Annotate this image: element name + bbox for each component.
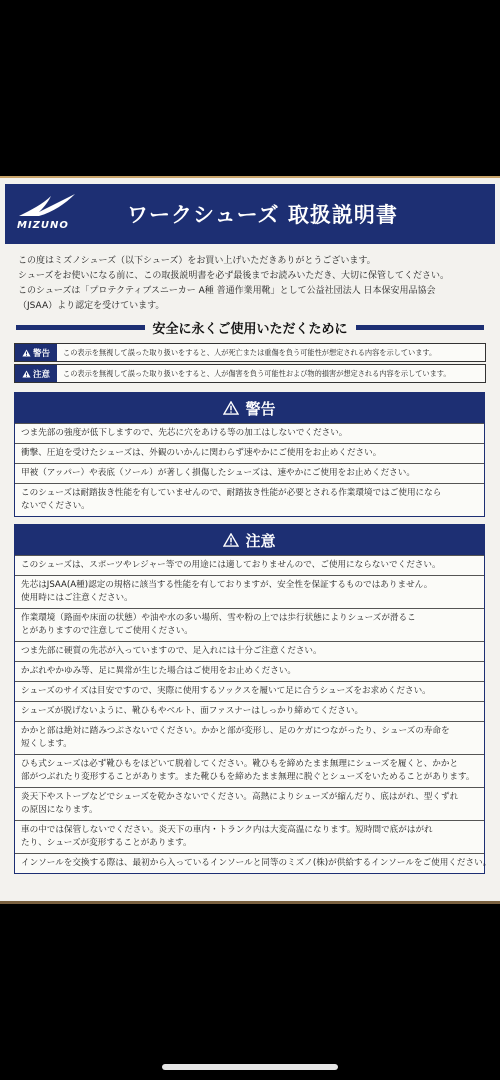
legend-row-warning xyxy=(14,343,486,362)
panel-item-line: つま先部に硬質の先芯が入っていますので、足入れには十分ご注意ください。 xyxy=(21,646,322,656)
panel-item xyxy=(15,754,484,787)
panel-item xyxy=(15,483,484,516)
caution-triangle-icon xyxy=(22,370,31,378)
section-heading-text: 安全に永くご使用いただくために xyxy=(152,321,348,337)
panel-item-line: シューズのサイズは目安ですので、実際に使用するソックスを履いて足に合うシューズをお求めください。 xyxy=(21,686,431,696)
panel-item-line: 先芯はJSAA(A種)認定の規格に該当する性能を有しておりますが、安全性を保証するものではありません。 xyxy=(21,580,433,590)
caution-panel xyxy=(14,524,492,874)
panel-item-line: 甲被（アッパー）や表底（ソール）が著しく損傷したシューズは、速やかにご使用をお止めください。 xyxy=(21,468,415,478)
warning-heading: 警告 xyxy=(245,399,276,418)
legend-tag-label: 警告 xyxy=(32,348,50,359)
warning-panel xyxy=(14,392,485,517)
warning-list xyxy=(15,423,484,516)
panel-item xyxy=(15,721,484,754)
panel-item xyxy=(15,608,484,641)
panel-item xyxy=(15,555,484,575)
panel-item-line: 部がつぶれたり変形することがあります。また靴ひもを締めたまま無理に脱ぐとシューズをいためることがあります。 xyxy=(21,772,475,782)
legend-description: この表示を無視して誤った取り扱いをすると、人が死亡または重傷を負う可能性が想定される内容を示しています。 xyxy=(63,347,437,357)
panel-item xyxy=(15,661,484,681)
heading-rule xyxy=(16,325,145,330)
legend-tag xyxy=(15,365,57,382)
panel-item-line: たり、シューズが変形することがあります。 xyxy=(21,838,192,848)
legend-tag xyxy=(15,344,57,361)
panel-item-line: ひも式シューズは必ず靴ひもをほどいて脱着してください。靴ひもを締めたまま無理にシューズを履くと、かかと xyxy=(21,759,459,769)
intro-line: このシューズは「プロテクティブスニーカー A種 普通作業用靴」として公益社団法人 日本保安用品協会 xyxy=(18,286,436,296)
panel-item-line: とがありますので注意してご使用ください。 xyxy=(21,626,193,636)
panel-item-line: 炎天下やストーブなどでシューズを乾かさないでください。高熱によりシューズが縮んだり、底はがれ、型くずれ xyxy=(21,792,459,802)
panel-item-line: かぶれやかゆみ等、足に異常が生じた場合はご使用をお止めください。 xyxy=(21,666,297,676)
panel-item-line: 衝撃、圧迫を受けたシューズは、外観のいかんに関わらず速やかにご使用をお止めください。 xyxy=(21,448,382,458)
panel-item-line: の原因になります。 xyxy=(21,805,98,815)
panel-item-line: 短くします。 xyxy=(21,739,72,749)
panel-item-line: このシューズは耐踏抜き性能を有していませんので、耐踏抜き性能が必要とされる作業環境ではご使用になら xyxy=(21,488,442,498)
warning-triangle-icon xyxy=(223,401,239,415)
header-band xyxy=(5,184,495,244)
caution-panel-header xyxy=(15,525,484,555)
panel-item-line: ないでください。 xyxy=(21,501,90,511)
symbol-legend xyxy=(14,343,486,385)
home-indicator[interactable] xyxy=(162,1064,338,1070)
panel-item-line: かかと部は絶対に踏みつぶさないでください。かかと部が変形し、足のケガにつながったり、シューズの寿命を xyxy=(21,726,450,736)
caution-triangle-icon xyxy=(223,533,239,547)
runbird-icon xyxy=(17,192,79,220)
warning-triangle-icon xyxy=(22,349,31,357)
legend-description: この表示を無視して誤った取り扱いをすると、人が傷害を負う可能性および物的損害が想定される内容を示しています。 xyxy=(63,368,451,378)
panel-item-line: インソールを交換する際は、最初から入っているインソールと同等のミズノ(株)が供給するインソールをご使用ください。 xyxy=(21,858,492,868)
caution-list xyxy=(15,555,492,873)
panel-item xyxy=(15,575,484,608)
legend-tag-label: 注意 xyxy=(32,369,50,380)
panel-item xyxy=(15,641,484,661)
legend-row-caution xyxy=(14,364,486,383)
section-heading xyxy=(16,318,484,336)
panel-item xyxy=(15,463,484,483)
mizuno-logo xyxy=(11,184,91,244)
intro-line: この度はミズノシューズ（以下シューズ）をお買い上げいただきありがとうございます。 xyxy=(18,256,376,266)
document-title: ワークシューズ 取扱説明書 xyxy=(127,203,398,227)
panel-item xyxy=(15,681,484,701)
instruction-sheet xyxy=(0,176,500,904)
panel-item-line: このシューズは、スポーツやレジャー等での用途には適しておりませんので、ご使用にならないでください。 xyxy=(21,560,441,570)
panel-item-line: 使用時にはご注意ください。 xyxy=(21,593,133,603)
panel-item-line: 作業環境（路面や床面の状態）や油や水の多い場所、雪や粉の上では歩行状態によりシューズが滑るこ xyxy=(21,613,416,623)
panel-item xyxy=(15,820,484,853)
panel-item xyxy=(15,423,484,443)
panel-item xyxy=(15,787,484,820)
brand-wordmark: MIZUNO xyxy=(17,220,69,231)
panel-item-line: シューズが脱げないように、靴ひもやベルト、面ファスナーはしっかり締めてください。 xyxy=(21,706,364,716)
intro-text xyxy=(18,254,490,314)
panel-item xyxy=(15,701,484,721)
heading-rule xyxy=(356,325,485,330)
panel-item-line: 車の中では保管しないでください。炎天下の車内・トランク内は大変高温になります。短時間で底がはがれ xyxy=(21,825,433,835)
intro-line: （JSAA）より認定を受けています。 xyxy=(18,301,165,311)
panel-item xyxy=(15,443,484,463)
caution-heading: 注意 xyxy=(245,531,276,550)
panel-item xyxy=(15,853,492,873)
warning-panel-header xyxy=(15,393,484,423)
intro-line: シューズをお使いになる前に、この取扱説明書を必ず最後までお読みいただき、大切に保管してください。 xyxy=(18,271,450,281)
panel-item-line: つま先部の強度が低下しますので、先芯に穴をあける等の加工はしないでください。 xyxy=(21,428,348,438)
